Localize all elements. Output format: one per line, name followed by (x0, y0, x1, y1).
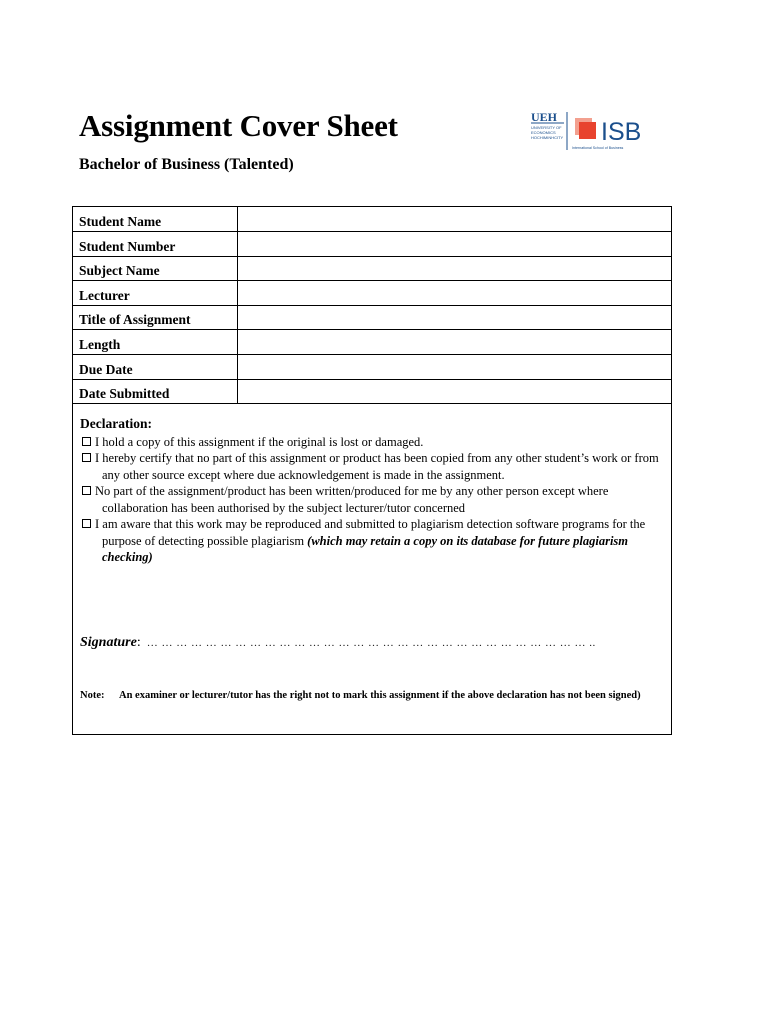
declaration-item (80, 434, 665, 451)
declaration-item (80, 516, 665, 566)
field-label-length: Length (73, 330, 237, 355)
table-row (73, 330, 671, 355)
field-input-student-name[interactable] (237, 207, 671, 232)
table-row (73, 232, 671, 257)
ueh-logo-line-2: ECONOMICS (531, 130, 556, 135)
field-label-lecturer: Lecturer (73, 281, 237, 306)
declaration-item-text: No part of the assignment/product has been written/produced for me by any other person except where collaboration has been authorised by the subject lecturer/tutor concerned (95, 484, 609, 515)
field-input-length[interactable] (237, 330, 671, 355)
field-input-student-number[interactable] (237, 232, 671, 257)
isb-logo-small-text: International School of Business (572, 146, 624, 150)
field-label-date-submitted: Date Submitted (73, 379, 237, 404)
field-label-due-date: Due Date (73, 355, 237, 380)
note-text: An examiner or lecturer/tutor has the right not to mark this assignment if the above declaration has not been signed) (119, 690, 641, 701)
isb-logo-square-front (579, 122, 596, 139)
declaration-title: Declaration: (80, 416, 152, 431)
checkbox-icon[interactable] (82, 519, 91, 528)
table-row (73, 207, 671, 232)
checkbox-icon[interactable] (82, 453, 91, 462)
table-row (73, 281, 671, 306)
signature-line[interactable]: … … … … … … … … … … … … … … … … … … … … … … … … … … … … … … .. (146, 637, 596, 649)
declaration-item (80, 450, 665, 483)
declaration-item-text: I hold a copy of this assignment if the original is lost or damaged. (95, 434, 424, 449)
table-row (73, 305, 671, 330)
field-input-date-submitted[interactable] (237, 379, 671, 404)
declaration-item (80, 483, 665, 516)
field-label-student-name: Student Name (73, 207, 237, 232)
student-details-table (73, 207, 671, 404)
ueh-logo-text: UEH (531, 110, 558, 124)
field-label-title-of-assignment: Title of Assignment (73, 305, 237, 330)
signature-label: Signature (80, 635, 137, 650)
declaration-item-text: I hereby certify that no part of this assignment or product has been copied from any other student’s work or from any other source except where due acknowledgement is made in the assignment. (95, 451, 659, 482)
declaration-section (80, 416, 665, 566)
table-row (73, 256, 671, 281)
field-input-title-of-assignment[interactable] (237, 305, 671, 330)
page-title: Assignment Cover Sheet (79, 108, 398, 143)
field-input-due-date[interactable] (237, 355, 671, 380)
field-label-student-number: Student Number (73, 232, 237, 257)
ueh-isb-logo (530, 110, 662, 152)
note-label: Note: (80, 690, 105, 701)
ueh-logo-line-3: HOCHIMINHCITY (531, 135, 564, 140)
checkbox-icon[interactable] (82, 437, 91, 446)
ueh-logo-line-1: UNIVERSITY OF (531, 125, 562, 130)
declaration-item-text: I am aware that this work may be reproduced and submitted to plagiarism detection software programs for the purpose of detecting possible plagiarism (95, 517, 646, 548)
isb-logo-text: ISB (601, 118, 642, 146)
signature-colon: : (136, 635, 141, 650)
cover-sheet-form (72, 206, 672, 735)
checkbox-icon[interactable] (82, 486, 91, 495)
signature-row (80, 635, 596, 651)
page-subtitle: Bachelor of Business (Talented) (79, 156, 294, 173)
field-input-subject-name[interactable] (237, 256, 671, 281)
table-row (73, 379, 671, 404)
declaration-item-emphasis: (which may retain a copy on its database for future plagiarism checking) (102, 533, 629, 564)
field-input-lecturer[interactable] (237, 281, 671, 306)
table-row (73, 355, 671, 380)
field-label-subject-name: Subject Name (73, 256, 237, 281)
note (80, 689, 665, 703)
